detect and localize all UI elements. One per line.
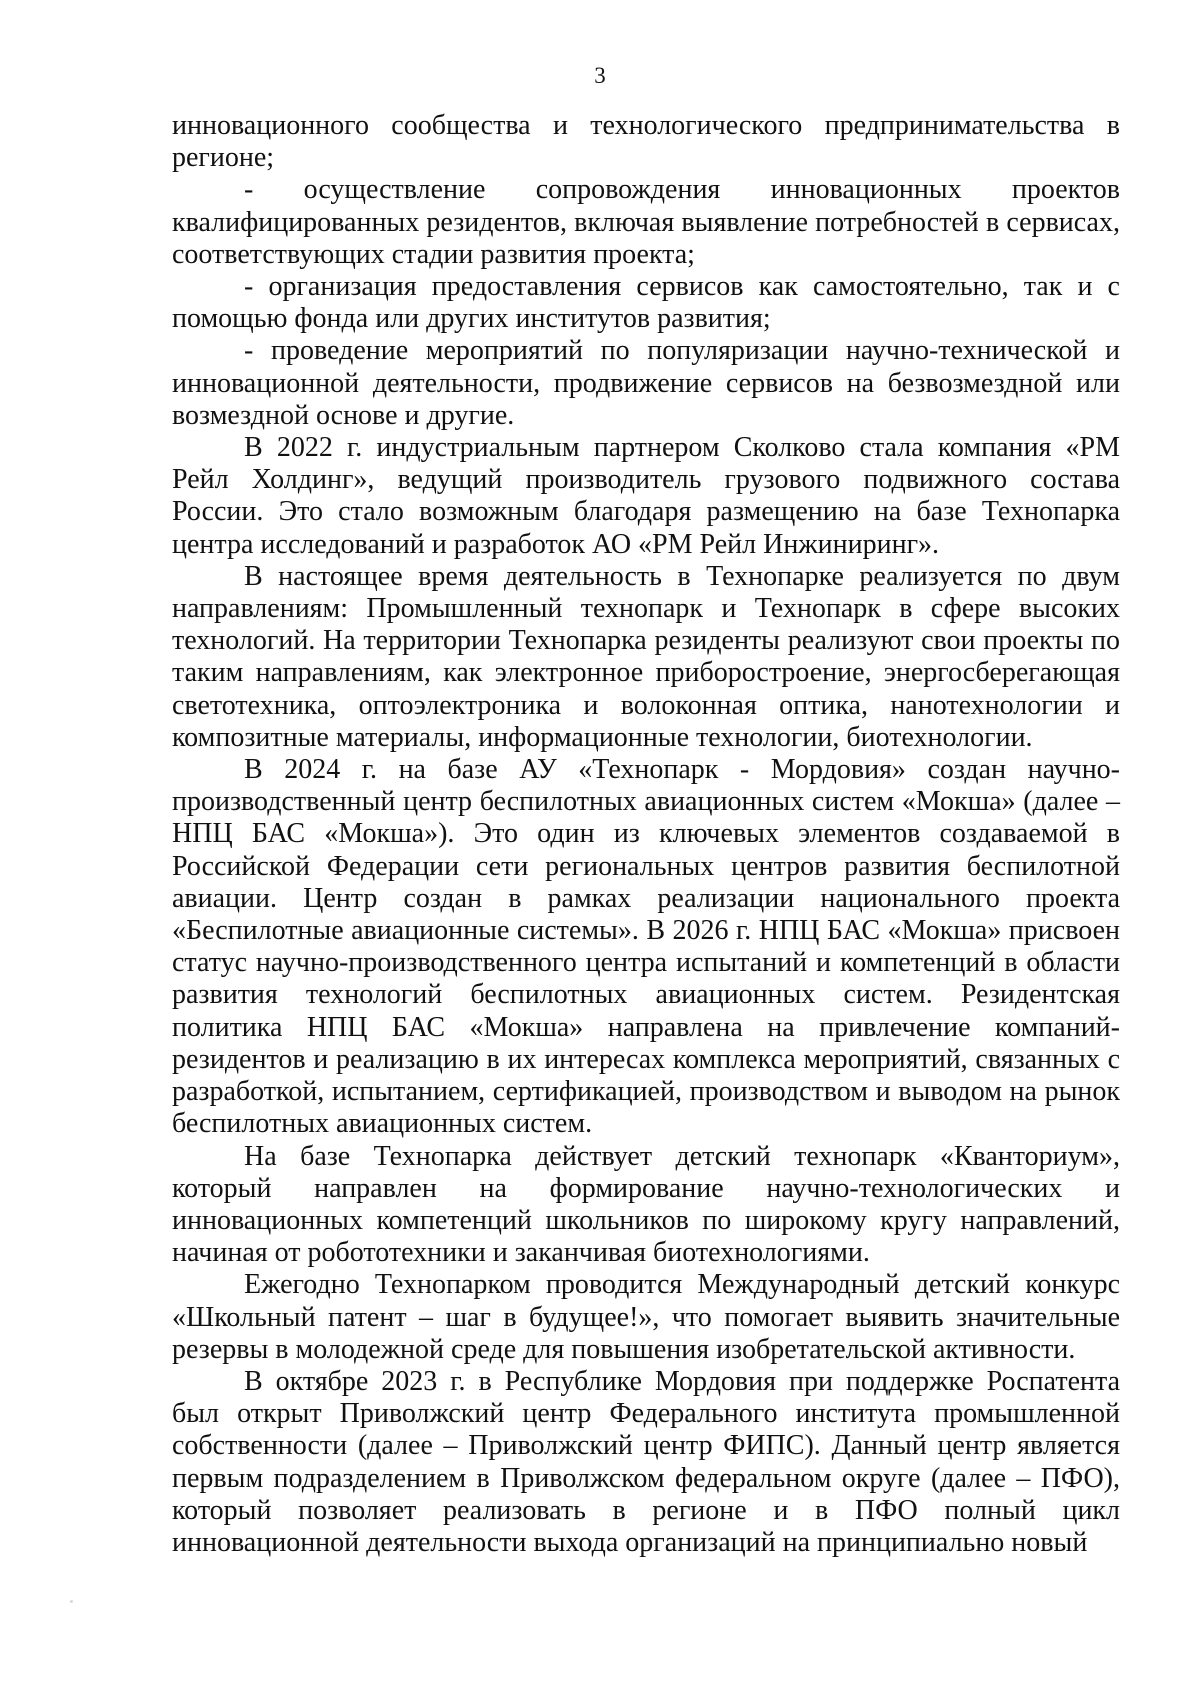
paragraph-directions: В настоящее время деятельность в Технопарке реализуется по двум направлениям: Промышленный технопарк и Технопарк в сфере высоких технологий. На территории Технопарка резиденты реализуют свои проекты по таким направлениям, как электронное приборостроение, энергосберегающая светотехника, оптоэлектроника и волоконная оптика, нанотехнологии и композитные материалы, информационные технологии, биотехнологии. <box>172 560 1120 753</box>
list-item-events: - проведение мероприятий по популяризации научно-технической и инновационной деятельности, продвижение сервисов на безвозмездной или возмездной основе и другие. <box>172 335 1120 431</box>
paragraph-continuation: инновационного сообщества и технологического предпринимательства в регионе; <box>172 110 1120 174</box>
paragraph-skolkovo: В 2022 г. индустриальным партнером Сколково стала компания «РМ Рейл Холдинг», ведущий производитель грузового подвижного состава России. Это стало возможным благодаря размещению на базе Технопарка центра исследований и разработок АО «РМ Рейл Инжиниринг». <box>172 432 1120 560</box>
list-item-services: - организация предоставления сервисов как самостоятельно, так и с помощью фонда или других институтов развития; <box>172 271 1120 335</box>
paragraph-moksha: В 2024 г. на базе АУ «Технопарк - Мордовия» создан научно-производственный центр беспилотных авиационных систем «Мокша» (далее – НПЦ БАС «Мокша»). Это один из ключевых элементов создаваемой в Российской Федерации сети региональных центров развития беспилотной авиации. Центр создан в рамках реализации национального проекта «Беспилотные авиационные системы». В 2026 г. НПЦ БАС «Мокша» присвоен статус научно-производственного центра испытаний и компетенций в области развития технологий беспилотных авиационных систем. Резидентская политика НПЦ БАС «Мокша» направлена на привлечение компаний-резидентов и реализацию в их интересах комплекса мероприятий, связанных с разработкой, испытанием, сертификацией, производством и выводом на рынок беспилотных авиационных систем. <box>172 754 1120 1140</box>
page-number: 3 <box>594 63 606 88</box>
scan-speck <box>70 1600 73 1603</box>
paragraph-kvantorium: На базе Технопарка действует детский технопарк «Кванториум», который направлен на формирование научно-технологических и инновационных компетенций школьников по широкому кругу направлений, начиная от робототехники и заканчивая биотехнологиями. <box>172 1140 1120 1269</box>
paragraph-fips: В октябре 2023 г. в Республике Мордовия при поддержке Роспатента был открыт Приволжский центр Федерального института промышленной собственности (далее – Приволжский центр ФИПС). Данный центр является первым подразделением в Приволжском федеральном округе (далее – ПФО), который позволяет реализовать в регионе и в ПФО полный цикл инновационной деятельности выхода организаций на принципиально новый <box>172 1365 1120 1558</box>
paragraph-contest: Ежегодно Технопарком проводится Международный детский конкурс «Школьный патент – шаг в будущее!», что помогает выявить значительные резервы в молодежной среде для повышения изобретательской активности. <box>172 1269 1120 1365</box>
list-item-support: - осуществление сопровождения инновационных проектов квалифицированных резидентов, включая выявление потребностей в сервисах, соответствующих стадии развития проекта; <box>172 174 1120 270</box>
document-body <box>172 110 1120 1559</box>
